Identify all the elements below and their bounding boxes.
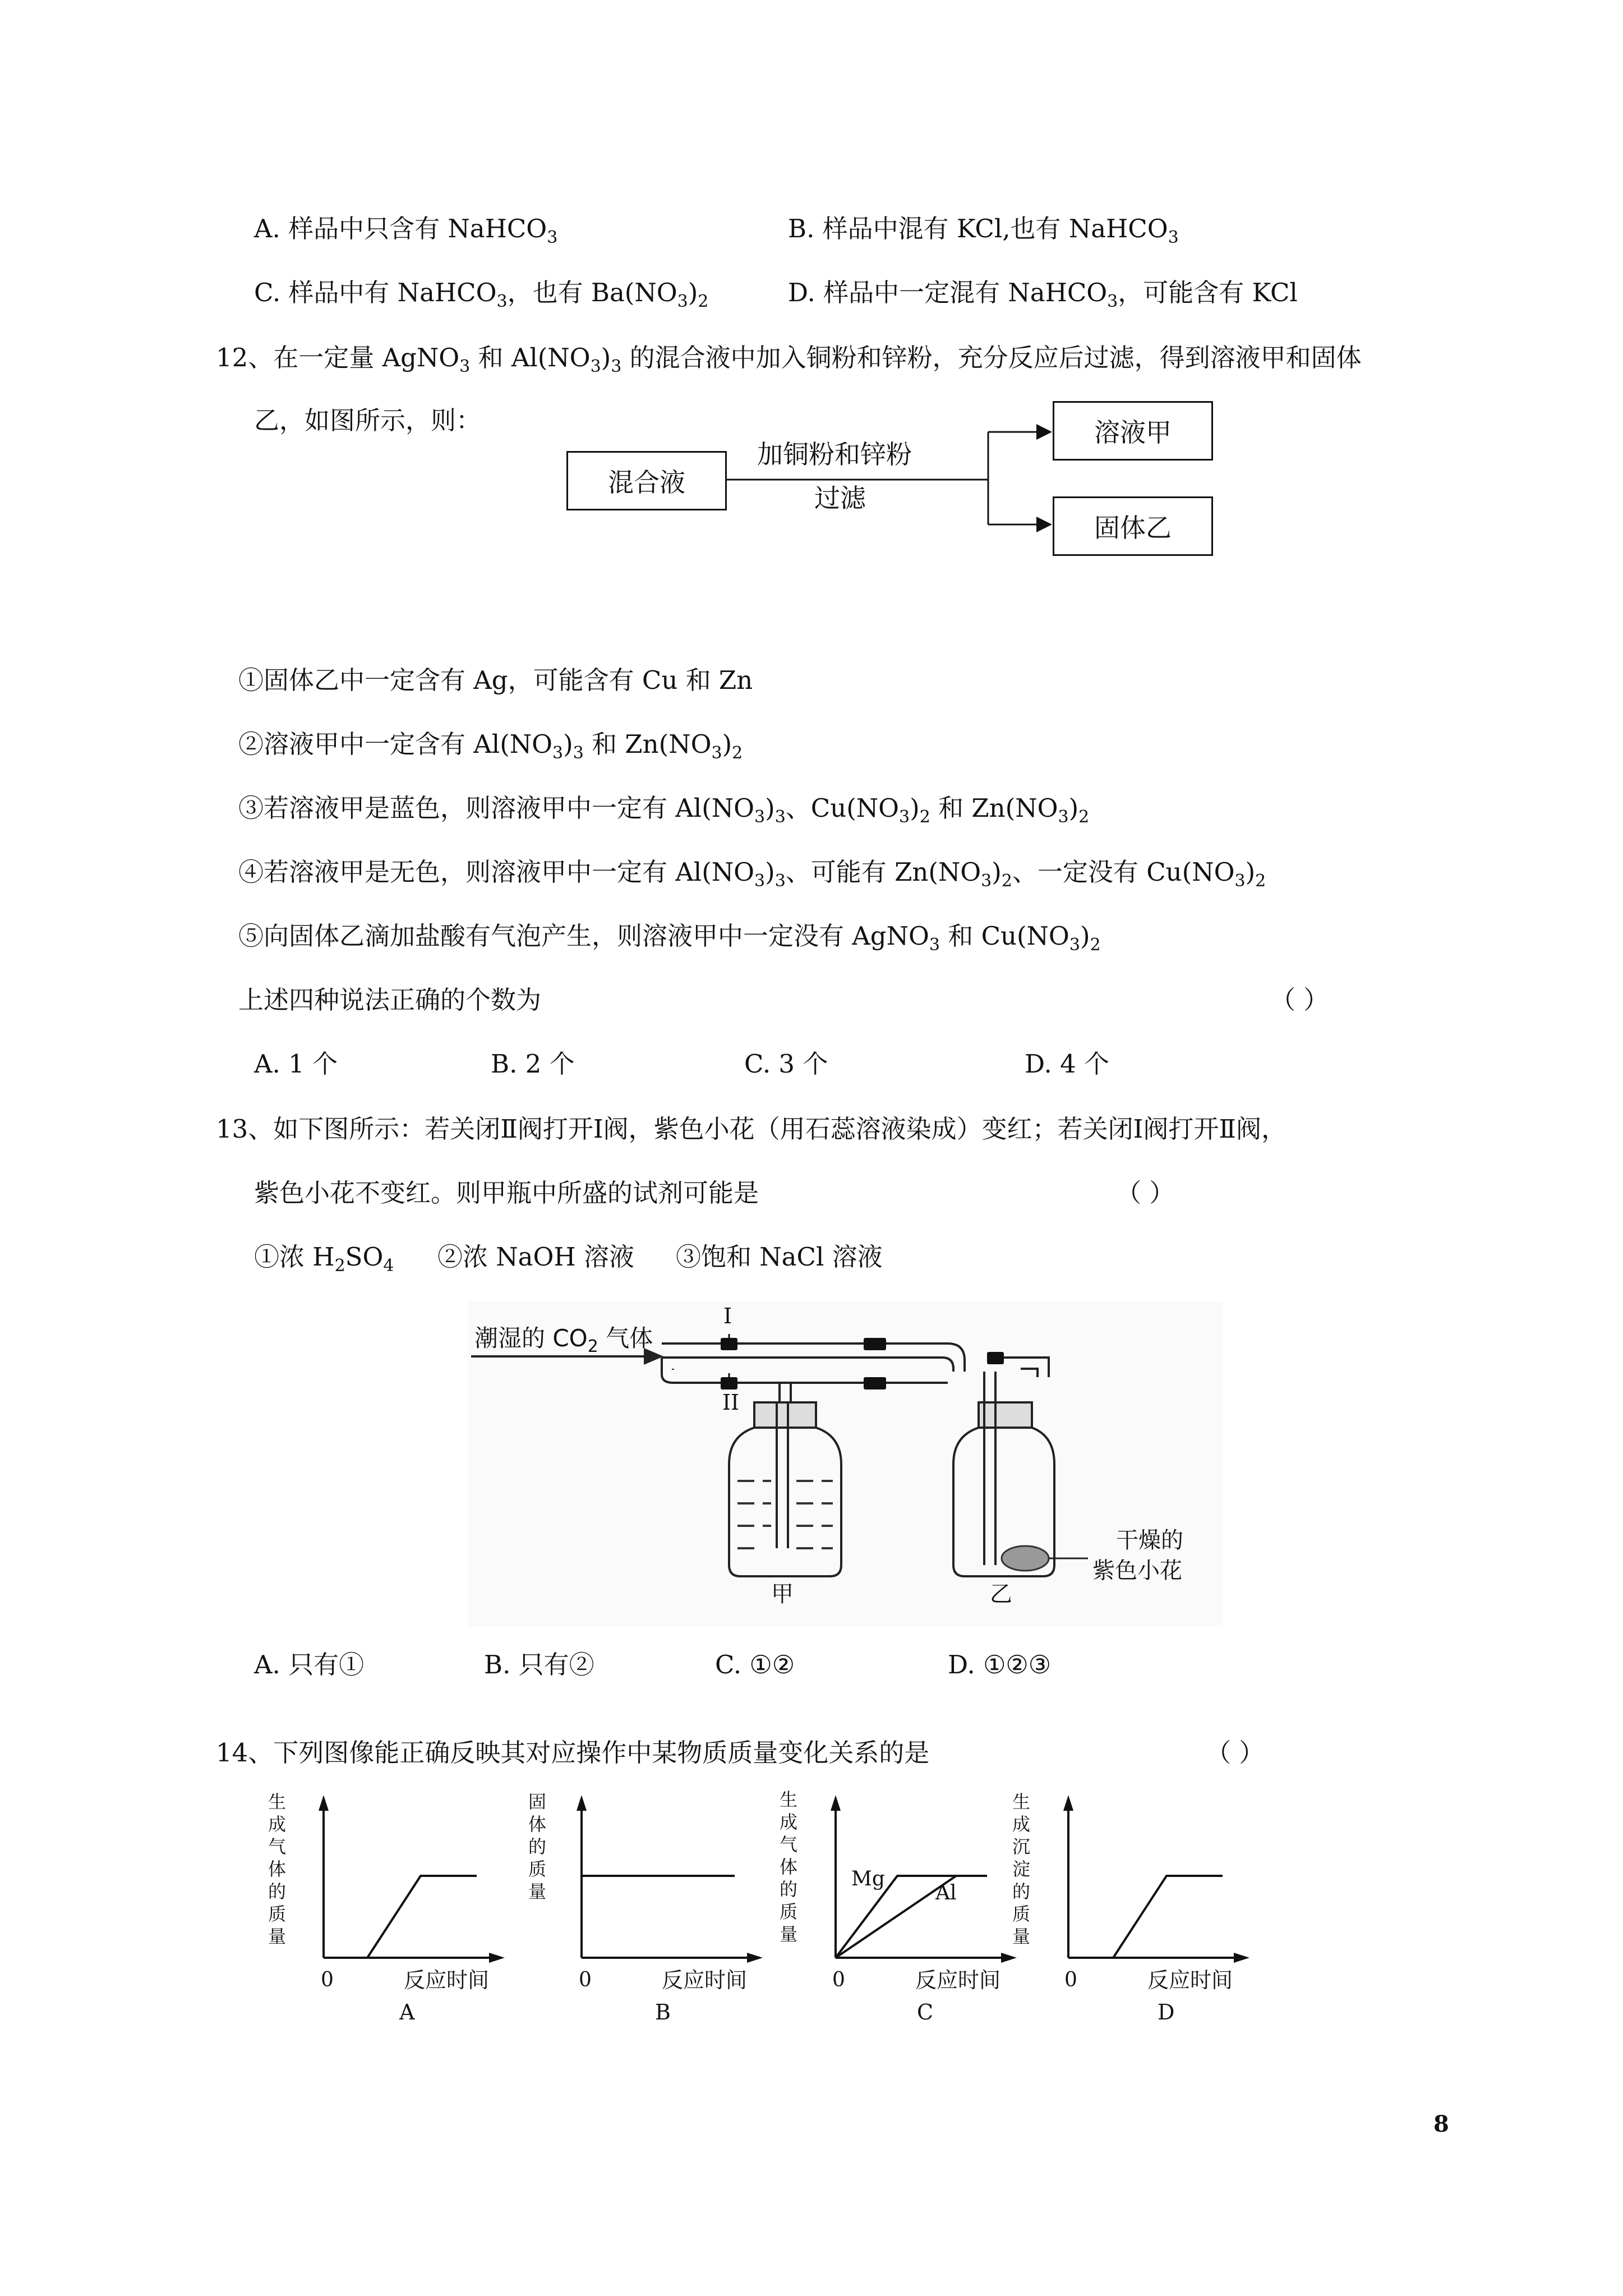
graph-c-al-curve (836, 1876, 956, 1958)
graph-c-mg-curve (836, 1876, 987, 1958)
q13-option-c: C. ①② (715, 1650, 795, 1680)
q12-option-c: C. 3 个 (744, 1049, 828, 1079)
flow-solution-box: 溶液甲 (1053, 401, 1213, 461)
fig-gas-label: 潮湿的 $CO_2$ 气体 (474, 1324, 653, 1356)
q13-answer-paren: （ ） (1116, 1178, 1175, 1208)
q14-answer-paren: （ ） (1206, 1738, 1265, 1768)
q12-statement-1: ①固体乙中一定含有 Ag，可能含有 Cu 和 Zn (238, 665, 753, 695)
graph-d-origin: 0 (1064, 1968, 1077, 1991)
q12-statement-3: ③若溶液甲是蓝色，则溶液甲中一定有 $Al(NO_3)_3$、$Cu(NO_3)_2$ 和 $Zn(NO_3)_2$ (238, 793, 1090, 827)
graph-b-origin: 0 (579, 1968, 592, 1991)
graph-c-al-label: Al (935, 1881, 957, 1904)
graph-c-mg-label: Mg (851, 1867, 885, 1890)
fig-flower-label-1: 干燥的 (1116, 1527, 1183, 1553)
q13-option-b: B. 只有② (484, 1650, 594, 1680)
flow-reagent-label: 加铜粉和锌粉 (757, 439, 912, 470)
graph-b-tag: B (655, 2000, 671, 2024)
q12-stem-line2: 乙，如图所示，则： (254, 406, 482, 435)
q11-option-a: A. 样品中只含有 NaHCO$_3$ (254, 214, 558, 247)
graph-a-origin: 0 (321, 1968, 334, 1991)
q12-stem-line1: 12、在一定量 AgNO$_3$ 和 $Al(NO_3)_3$ 的混合液中加入铜粉和锌粉，充分反应后过滤，得到溶液甲和固体 (216, 343, 1362, 376)
flow-solid-box: 固体乙 (1053, 496, 1213, 556)
graph-b-xlabel: 反应时间 (662, 1968, 748, 1993)
q12-statement-5: ⑤向固体乙滴加盐酸有气泡产生，则溶液甲中一定没有 AgNO$_3$ 和 $Cu(NO_3)_2$ (238, 921, 1101, 955)
flow-filter-label: 过滤 (814, 483, 866, 513)
page-number: 8 (1433, 2111, 1449, 2137)
fig-bottle-yi-label: 乙 (990, 1581, 1012, 1607)
graph-d-ylabel: 生成 沉淀 的质 量 (1012, 1791, 1031, 1947)
q12-ask: 上述四种说法正确的个数为 (238, 985, 542, 1015)
q12-statement-4: ④若溶液甲是无色，则溶液甲中一定有 $Al(NO_3)_3$、可能有 $Zn(NO_3)_2$、一定没有 $Cu(NO_3)_2$ (238, 857, 1266, 891)
q11-option-c: C. 样品中有 NaHCO$_3$，也有 $Ba(NO_3)_2$ (254, 278, 709, 311)
graph-b-ylabel: 固体 的质 量 (528, 1791, 547, 1902)
q11-option-b: B. 样品中混有 KCl,也有 NaHCO$_3$ (788, 214, 1179, 247)
graph-c-ylabel: 生成 气体 的质 量 (780, 1789, 798, 1945)
fig-flower-label-2: 紫色小花 (1092, 1558, 1182, 1584)
q13-reagent-3: ③饱和 NaCl 溶液 (676, 1242, 883, 1272)
graph-a-ylabel: 生成 气体 的质 量 (268, 1791, 287, 1947)
q12-option-b: B. 2 个 (491, 1049, 575, 1079)
graph-d-xlabel: 反应时间 (1147, 1968, 1233, 1993)
graph-c-origin: 0 (832, 1968, 845, 1991)
q13-option-d: D. ①②③ (948, 1650, 1052, 1680)
q13-option-a: A. 只有① (254, 1650, 365, 1680)
q13-reagent-2: ②浓 NaOH 溶液 (437, 1242, 634, 1272)
q11-option-d: D. 样品中一定混有 NaHCO$_3$，可能含有 KCl (788, 278, 1298, 311)
q12-statement-2: ②溶液甲中一定含有 $Al(NO_3)_3$ 和 $Zn(NO_3)_2$ (238, 729, 743, 763)
q13-stem-line1: 13、如下图所示：若关闭Ⅱ阀打开Ⅰ阀，紫色小花（用石蕊溶液染成）变红；若关闭Ⅰ阀打开Ⅱ阀， (216, 1114, 1287, 1144)
q14-stem: 14、下列图像能正确反映其对应操作中某物质质量变化关系的是 (216, 1738, 930, 1768)
q13-reagent-1: ①浓 $H_2SO_4$ (254, 1242, 394, 1276)
graph-c-xlabel: 反应时间 (915, 1968, 1001, 1993)
fig-valve-2-label: II (722, 1390, 740, 1415)
q12-option-a: A. 1 个 (254, 1049, 338, 1079)
graph-d-tag: D (1158, 2000, 1175, 2024)
graph-c-tag: C (917, 2000, 934, 2024)
q12-option-d: D. 4 个 (1025, 1049, 1110, 1079)
graph-a-tag: A (399, 2000, 415, 2024)
graph-a-xlabel: 反应时间 (404, 1968, 490, 1993)
graph-d-curve (1113, 1876, 1223, 1958)
q13-stem-line2: 紫色小花不变红。则甲瓶中所盛的试剂可能是 (254, 1178, 759, 1208)
fig-valve-1-label: I (723, 1304, 732, 1328)
fig-bottle-jia-label: 甲 (771, 1581, 794, 1607)
q12-answer-paren: （ ） (1270, 985, 1329, 1015)
graph-a-curve (367, 1876, 477, 1958)
flow-mixture-box: 混合液 (566, 451, 727, 510)
